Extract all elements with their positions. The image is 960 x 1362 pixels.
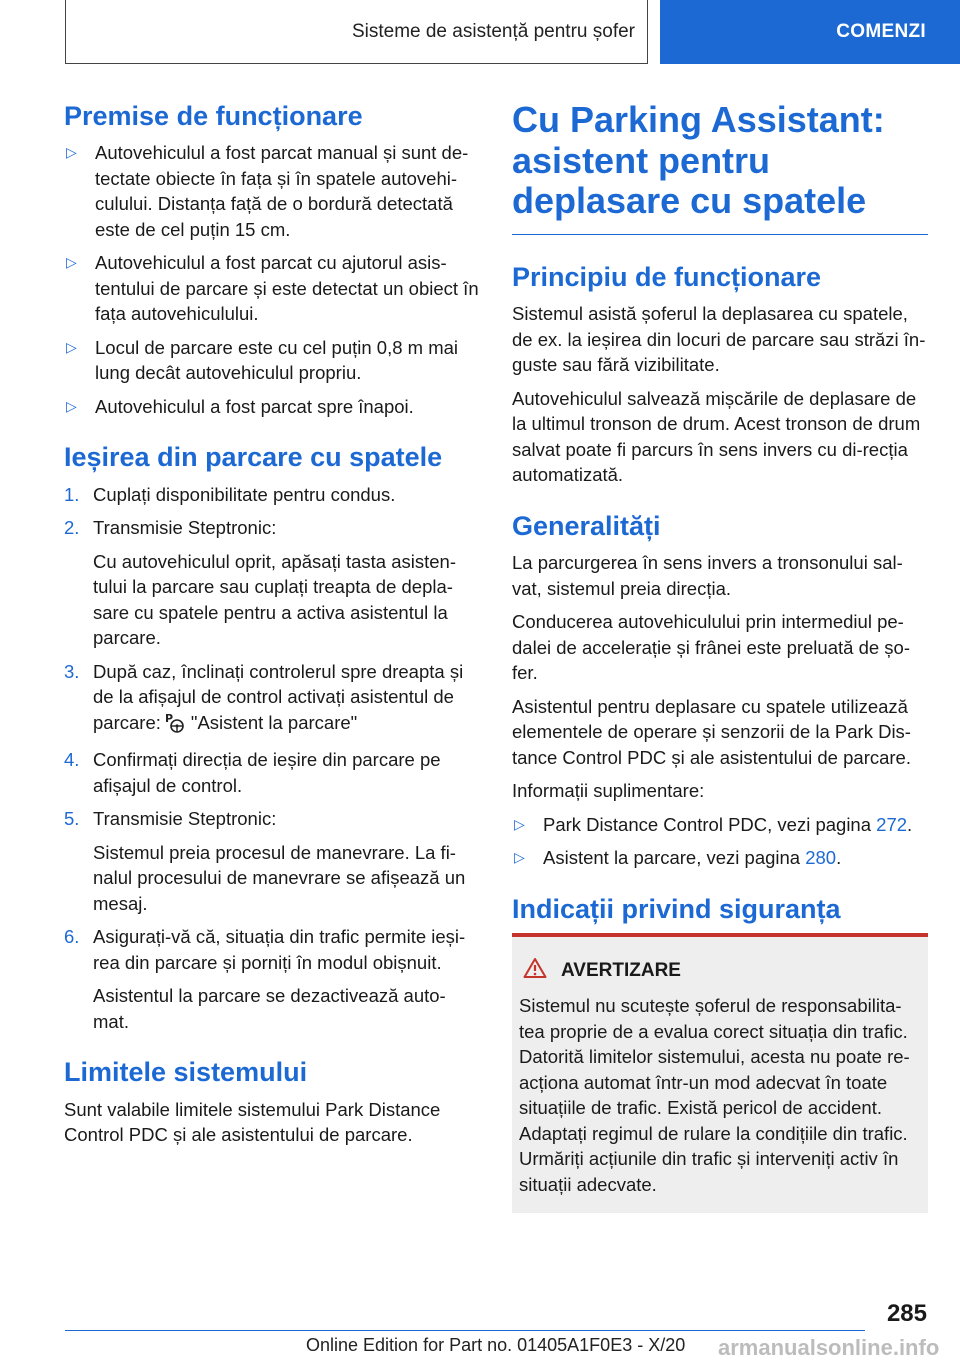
heading-safety: Indicații privind siguranța: [512, 893, 841, 924]
list-item-text: Autovehiculul a fost parcat spre înapoi.: [95, 395, 414, 417]
step-text: Cuplați disponibilitate pentru condus.: [93, 483, 396, 505]
footer-divider: [65, 1330, 865, 1331]
step-extra: Cu autovehiculul oprit, apăsați tasta asisten-tului la parcare sau cuplați treapta de depla-sare cu spatele pentru a activa asistentul la parcare.: [93, 550, 457, 649]
list-item: [512, 845, 928, 871]
warning-text: Sistemul nu scutește șoferul de responsabilita-tea proprie de a evalua corect situația din trafic. Datorită limitelor sistemului, acesta nu poate re-acționa automat într-un mod adecvat în toate situațiile de trafic. Există pericol de accident. Adaptați regimul de rulare la condițiile din trafic. Urmăriți acțiunile din trafic și interveniți activ în situații adecvate.: [519, 995, 910, 1195]
step-number: 4.: [64, 749, 80, 771]
step-text: Transmisie Steptronic:: [93, 808, 277, 830]
paragraph: Asistentul pentru deplasare cu spatele utilizează elementele de operare și senzorii de la Park Dis-tance Control PDC și ale asistentului de parcare.: [512, 695, 911, 768]
list-item: [64, 335, 479, 386]
step-extra: Asistentul la parcare se dezactivează auto-mat.: [93, 985, 446, 1032]
paragraph: Conducerea autovehiculului prin intermediul pe-dalei de accelerație și frânei este preluată de șo-fer.: [512, 611, 910, 684]
list-item-text: [543, 845, 841, 871]
link-end: .: [907, 813, 913, 835]
step-item: [64, 924, 479, 975]
page-link-280[interactable]: 280: [805, 847, 837, 869]
step-text: [93, 659, 479, 740]
triangle-bullet-icon: ▷: [66, 144, 77, 161]
title-divider: [512, 234, 928, 235]
heading-premise: Premise de funcționare: [64, 101, 363, 131]
list-item-text: Locul de parcare este cu cel puțin 0,8 m mai lung decât autovehiculul propriu.: [95, 336, 458, 384]
page-number: 285: [886, 1300, 927, 1327]
triangle-bullet-icon: ▷: [514, 815, 525, 832]
header-section-label: Sisteme de asistență pentru șofer: [351, 20, 635, 42]
right-column: [512, 100, 928, 1213]
parking-assistant-icon: [165, 711, 185, 740]
step-text-main: După caz, înclinați controlerul spre dreapta și de la afișajul de control activați asistentul de parcare:: [93, 660, 464, 733]
svg-text:P: P: [164, 711, 173, 725]
step-number: 6.: [64, 926, 80, 948]
list-item: [64, 140, 479, 242]
heading-general: Generalități: [512, 510, 661, 541]
step-number: 2.: [64, 517, 80, 539]
header-tab-comenzi[interactable]: [660, 0, 960, 64]
link-end: .: [836, 847, 842, 869]
paragraph: Informații suplimentare:: [512, 780, 705, 802]
warning-title: AVERTIZARE: [561, 960, 681, 982]
warning-box: [512, 933, 928, 1213]
triangle-bullet-icon: ▷: [66, 397, 77, 414]
page-title: Cu Parking Assistant: asistent pentru deplasare cu spatele: [512, 99, 885, 222]
footer-edition: Online Edition for Part no. 01405A1F0E3 - X/20: [306, 1335, 686, 1355]
triangle-bullet-icon: ▷: [66, 254, 77, 271]
step-quote: "Asistent la parcare": [190, 711, 358, 733]
paragraph: Autovehiculul salvează mișcările de deplasare de la ultimul tronson de drum. Acest tronson de drum salvat poate fi parcurs în sens invers cu di-recția automatizată.: [512, 387, 921, 486]
step-text: Asigurați-vă că, situația din trafic permite ieși-rea din parcare și porniți în modul obișnuit.: [93, 926, 466, 973]
list-item: [512, 812, 928, 838]
footer-watermark: armanualsonline.info: [718, 1335, 940, 1360]
list-item-text: Autovehiculul a fost parcat cu ajutorul asis-tentului de parcare și este detectat un obiect în fața autovehiculului.: [95, 252, 479, 325]
step-text: Transmisie Steptronic:: [93, 517, 277, 539]
paragraph: La parcurgerea în sens invers a tronsonului sal-vat, sistemul preia direcția.: [512, 552, 903, 599]
list-item: [64, 250, 479, 327]
page-link-272[interactable]: 272: [876, 813, 908, 835]
step-item: [64, 747, 479, 798]
heading-limits: Limitele sistemului: [64, 1057, 308, 1088]
step-item: [64, 482, 479, 508]
triangle-bullet-icon: ▷: [66, 338, 77, 355]
step-item: [64, 659, 479, 740]
triangle-bullet-icon: ▷: [514, 849, 525, 866]
paragraph: Sistemul asistă șoferul la deplasarea cu spatele, de ex. la ieșirea din locuri de parcare sau străzi în-guste sau fără vizibilitate.: [512, 303, 926, 376]
list-item-text: [543, 812, 912, 838]
step-item: [64, 806, 479, 832]
step-number: 1.: [64, 483, 80, 505]
heading-exit: Ieșirea din parcare cu spatele: [64, 442, 443, 473]
link-label: Park Distance Control PDC, vezi pagina: [543, 813, 872, 835]
step-number: 3.: [64, 660, 80, 682]
limits-text: Sunt valabile limitele sistemului Park Distance Control PDC și ale asistentului de parcare.: [64, 1098, 441, 1146]
link-label: Asistent la parcare, vezi pagina: [543, 847, 801, 869]
list-item-text: Autovehiculul a fost parcat manual și sunt de-tectate obiecte în fața și în spatele autovehi-culului. Distanța față de o bordură detectată este de cel puțin 15 cm.: [95, 142, 469, 240]
step-text: Confirmați direcția de ieșire din parcare pe afișajul de control.: [93, 749, 441, 796]
left-column: [64, 100, 479, 1156]
heading-principle: Principiu de funcționare: [512, 262, 822, 293]
warning-header: [519, 957, 920, 985]
list-item: [64, 394, 479, 420]
step-extra: Sistemul preia procesul de manevrare. La fi-nalul procesului de manevrare se afișează un mesaj.: [93, 841, 466, 914]
header-tab-label: COMENZI: [836, 21, 926, 42]
step-number: 5.: [64, 808, 80, 830]
header-section-title: [65, 0, 648, 64]
warning-triangle-icon: [523, 957, 561, 985]
step-item: [64, 515, 479, 541]
